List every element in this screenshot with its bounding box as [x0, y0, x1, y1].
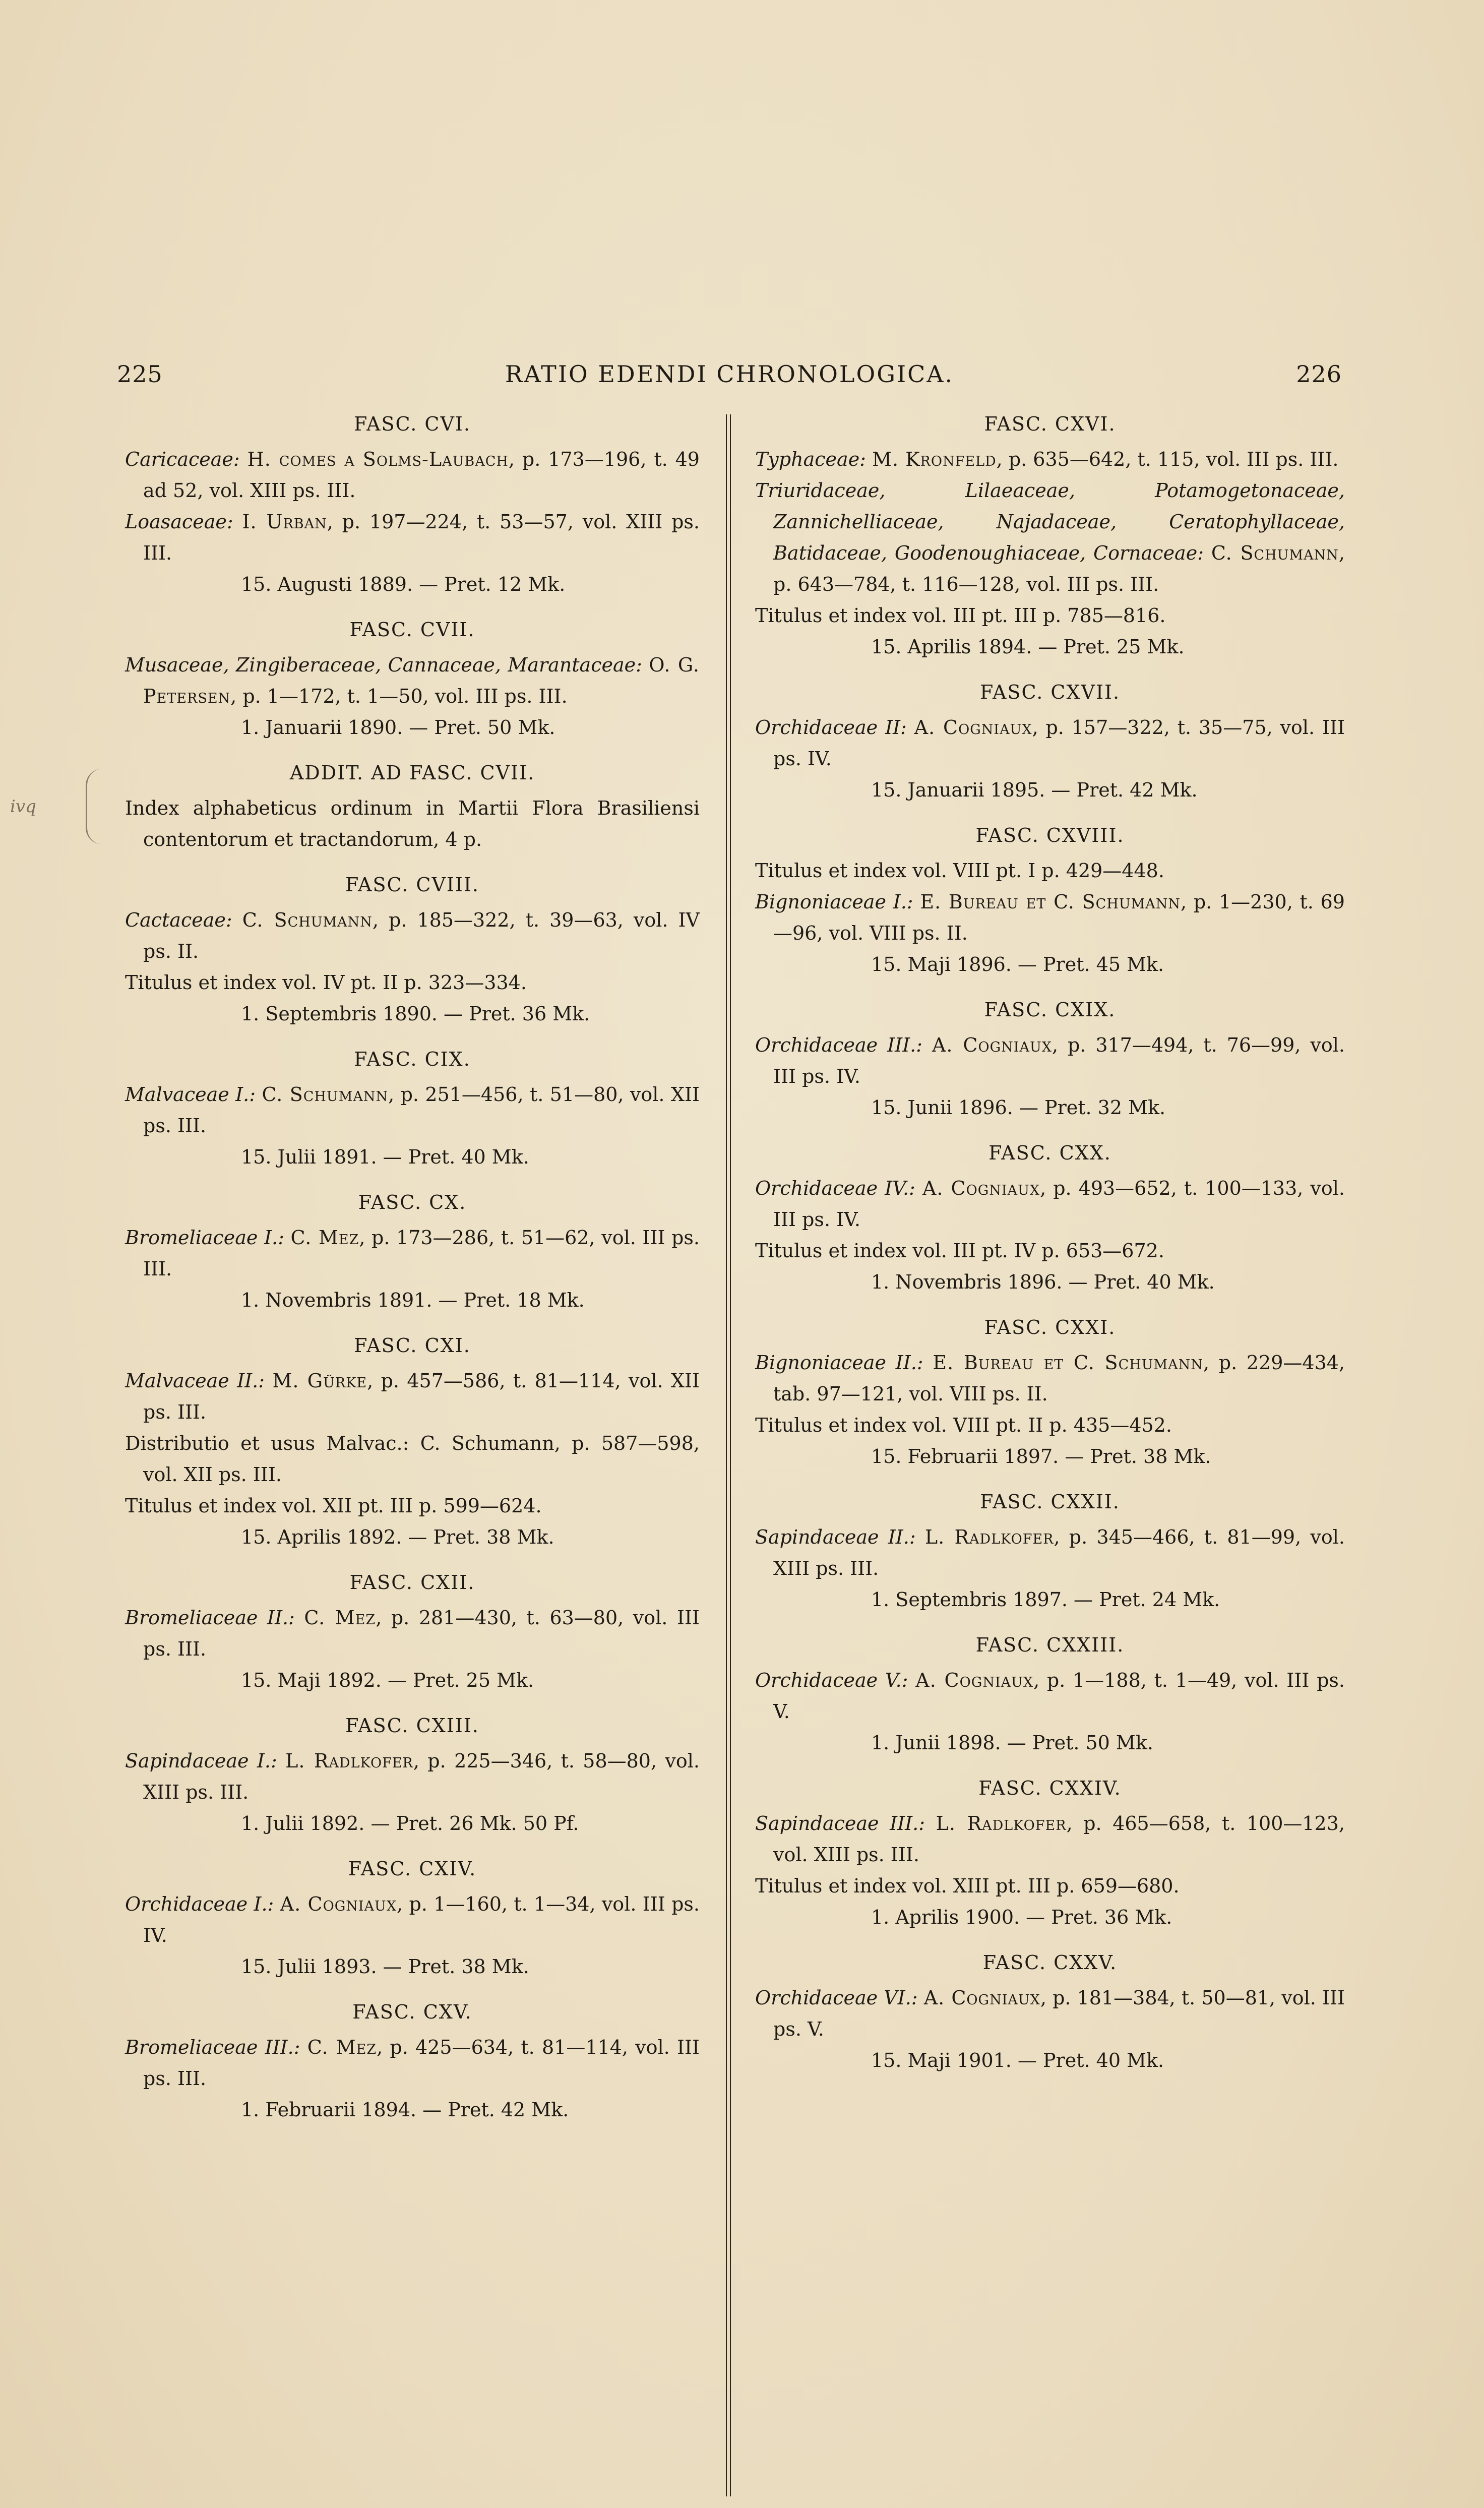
family-name: Orchidaceae III.:	[755, 1034, 922, 1056]
family-name: Orchidaceae II:	[755, 716, 907, 739]
fascicle-title: ADDIT. AD FASC. CVII.	[289, 762, 535, 784]
fascicle-title: FASC. CX.	[358, 1191, 467, 1213]
fascicle-title: FASC. CXX.	[988, 1142, 1111, 1164]
date-price: 1. Novembris 1891. — Pret. 18 Mk.	[241, 1289, 585, 1311]
entry-details: , p. 181—384, t. 50—81, vol. III ps. V.	[773, 1987, 1345, 2040]
fascicle-entry	[755, 1665, 1345, 1727]
entry-details: , p. 173—286, t. 51—62, vol. III ps. III.	[143, 1227, 700, 1280]
author-name: A. Cogniaux	[914, 716, 1032, 739]
fascicle-block	[125, 614, 700, 743]
author-name: C. Schumann	[242, 909, 373, 931]
fascicle-entry	[755, 855, 1345, 886]
fascicle-entry	[125, 649, 700, 712]
author-name: A. Cogniaux	[280, 1893, 397, 1915]
family-name: Sapindaceae I.:	[125, 1750, 277, 1772]
entry-details: , p. 251—456, t. 51—80, vol. XII ps. III.	[143, 1083, 700, 1137]
entry-details: , p. 425—634, t. 81—114, vol. III ps. III.	[143, 2036, 700, 2090]
family-name: Triuridaceae, Lilaeaceae, Potamogetonaceae, Zannichelliaceae, Najadaceae, Ceratophyllaceae, Batidaceae, Goodenoughiaceae, Cornaceae:	[755, 479, 1345, 564]
entry-details: , p. 197—224, t. 53—57, vol. XIII ps. III.	[143, 511, 700, 564]
fascicle-block	[755, 1772, 1345, 1933]
entry-details: , p. 157—322, t. 35—75, vol. III ps. IV.	[773, 716, 1345, 770]
author-name: H. comes a Solms-Laubach	[247, 448, 509, 470]
fascicle-title: FASC. CXVI.	[984, 413, 1116, 435]
family-name: Loasaceae:	[125, 511, 233, 533]
author-name: M. Kronfeld	[872, 448, 997, 470]
fascicle-block	[125, 1567, 700, 1696]
date-price: 15. Aprilis 1892. — Pret. 38 Mk.	[241, 1526, 554, 1548]
entry-details: , p. 1—230, t. 69—96, vol. VIII ps. II.	[773, 891, 1345, 944]
entry-details: , p. 225—346, t. 58—80, vol. XIII ps. III.	[143, 1750, 700, 1803]
date-price: 15. Maji 1896. — Pret. 45 Mk.	[871, 953, 1164, 975]
entry-details: , p. 1—160, t. 1—34, vol. III ps. IV.	[143, 1893, 700, 1946]
date-price: 1. Septembris 1890. — Pret. 36 Mk.	[241, 1003, 590, 1025]
family-name: Sapindaceae III.:	[755, 1812, 925, 1834]
fascicle-block	[755, 408, 1345, 662]
entry-details: , p. 185—322, t. 39—63, vol. IV ps. II.	[143, 909, 700, 962]
fascicle-block	[125, 1710, 700, 1839]
entry-details: Titulus et index vol. III pt. III p. 785—816.	[755, 604, 1166, 627]
entry-details: , p. 345—466, t. 81—99, vol. XIII ps. III.	[773, 1526, 1345, 1579]
entry-details: , p. 229—434, tab. 97—121, vol. VIII ps. II.	[773, 1352, 1345, 1405]
fascicle-title: FASC. CXI.	[354, 1334, 471, 1357]
fascicle-block	[125, 1044, 700, 1173]
author-name: O. G. Petersen	[143, 654, 700, 707]
entry-details: , p. 457—586, t. 81—114, vol. XII ps. III.	[143, 1370, 700, 1423]
page-number-left: 225	[117, 360, 163, 388]
fascicle-entry	[125, 2032, 700, 2094]
family-name: Bignoniaceae I.:	[755, 891, 913, 913]
family-name: Malvaceae II.:	[125, 1370, 265, 1392]
fascicle-entry	[755, 475, 1345, 600]
date-price: 1. Julii 1892. — Pret. 26 Mk. 50 Pf.	[241, 1812, 579, 1834]
date-price: 15. Junii 1896. — Pret. 32 Mk.	[871, 1096, 1166, 1119]
entry-details: , p. 465—658, t. 100—123, vol. XIII ps. III.	[773, 1812, 1345, 1866]
author-name: L. Radlkofer	[285, 1750, 413, 1772]
fascicle-block	[755, 1486, 1345, 1615]
fascicle-entry	[125, 904, 700, 967]
entry-details: , p. 1—188, t. 1—49, vol. III ps. V.	[773, 1669, 1345, 1723]
fascicle-entry	[125, 1079, 700, 1141]
fascicle-block	[125, 1853, 700, 1982]
family-name: Cactaceae:	[125, 909, 232, 931]
running-header	[117, 360, 1342, 401]
fascicle-title: FASC. CXVIII.	[975, 824, 1125, 846]
date-price: 15. Maji 1892. — Pret. 25 Mk.	[241, 1669, 534, 1691]
fascicle-block	[125, 1187, 700, 1316]
fascicle-title: FASC. CXIV.	[348, 1858, 477, 1880]
fascicle-entry	[125, 506, 700, 569]
author-name: E. Bureau et C. Schumann	[920, 891, 1181, 913]
author-name: C. Schumann	[1211, 542, 1339, 564]
date-price: 15. Julii 1893. — Pret. 38 Mk.	[241, 1955, 529, 1978]
fascicle-entry	[125, 1602, 700, 1665]
fascicle-entry	[125, 1888, 700, 1951]
family-name: Orchidaceae V.:	[755, 1669, 908, 1691]
fascicle-title: FASC. CXVII.	[979, 681, 1121, 703]
fascicle-title: FASC. CXIII.	[345, 1715, 479, 1737]
author-name: C. Mez	[304, 1607, 376, 1629]
margin-bracket	[86, 769, 102, 844]
author-name: C. Schumann	[262, 1083, 389, 1106]
author-name: M. Gürke	[272, 1370, 367, 1392]
fascicle-block	[755, 1629, 1345, 1758]
date-price: 15. Maji 1901. — Pret. 40 Mk.	[871, 2049, 1164, 2071]
author-name: L. Radlkofer	[936, 1812, 1067, 1834]
entry-details: , p. 317—494, t. 76—99, vol. III ps. IV.	[773, 1034, 1345, 1087]
fascicle-block	[755, 994, 1345, 1123]
page-number-right: 226	[1296, 360, 1342, 388]
fascicle-block	[755, 1137, 1345, 1298]
left-column	[125, 408, 700, 2139]
fascicle-entry	[755, 1870, 1345, 1902]
right-column	[755, 408, 1345, 2090]
date-price: 1. Novembris 1896. — Pret. 40 Mk.	[871, 1271, 1215, 1293]
entry-details: Titulus et index vol. III pt. IV p. 653—672.	[755, 1240, 1164, 1262]
fascicle-title: FASC. CXXIII.	[975, 1634, 1125, 1656]
entry-details: Titulus et index vol. VIII pt. I p. 429—448.	[755, 860, 1164, 882]
date-price: 15. Augusti 1889. — Pret. 12 Mk.	[241, 573, 566, 595]
fascicle-block	[755, 820, 1345, 980]
date-price: 15. Julii 1891. — Pret. 40 Mk.	[241, 1146, 529, 1168]
entry-details: , p. 493—652, t. 100—133, vol. III ps. IV.	[773, 1177, 1345, 1231]
fascicle-entry	[755, 1173, 1345, 1235]
entry-details: Titulus et index vol. VIII pt. II p. 435—452.	[755, 1414, 1172, 1436]
fascicle-block	[755, 677, 1345, 806]
entry-details: , p. 1—172, t. 1—50, vol. III ps. III.	[230, 685, 568, 707]
date-price: 1. Junii 1898. — Pret. 50 Mk.	[871, 1732, 1153, 1754]
running-title: RATIO EDENDI CHRONOLOGICA.	[505, 360, 954, 388]
fascicle-block	[125, 757, 700, 855]
fascicle-entry	[755, 886, 1345, 949]
fascicle-entry	[755, 1029, 1345, 1092]
fascicle-entry	[755, 1235, 1345, 1266]
fascicle-entry	[125, 1428, 700, 1490]
entry-details: Titulus et index vol. IV pt. II p. 323—334.	[125, 971, 527, 994]
author-name: A. Cogniaux	[932, 1034, 1052, 1056]
author-name: A. Cogniaux	[922, 1177, 1040, 1199]
fascicle-block	[755, 1312, 1345, 1472]
entry-details: Index alphabeticus ordinum in Martii Flora Brasiliensi contentorum et tractandorum, 4 p.	[125, 797, 700, 850]
fascicle-block	[125, 1996, 700, 2125]
author-name: L. Radlkofer	[924, 1526, 1054, 1548]
fascicle-block	[755, 1947, 1345, 2076]
entry-details: , p. 173—196, t. 49 ad 52, vol. XIII ps. III.	[143, 448, 700, 502]
fascicle-entry	[755, 600, 1345, 631]
fascicle-entry	[125, 792, 700, 855]
family-name: Orchidaceae IV.:	[755, 1177, 915, 1199]
fascicle-title: FASC. CVI.	[353, 413, 471, 435]
date-price: 1. Septembris 1897. — Pret. 24 Mk.	[871, 1588, 1220, 1611]
family-name: Bromeliaceae III.:	[125, 2036, 300, 2058]
fascicle-entry	[755, 1982, 1345, 2045]
fascicle-title: FASC. CXII.	[349, 1571, 475, 1594]
family-name: Typhaceae:	[755, 448, 866, 470]
fascicle-entry	[755, 1347, 1345, 1410]
author-name: E. Bureau et C. Schumann	[933, 1352, 1203, 1374]
date-price: 15. Februarii 1897. — Pret. 38 Mk.	[871, 1445, 1211, 1467]
date-price: 15. Aprilis 1894. — Pret. 25 Mk.	[871, 636, 1185, 658]
fascicle-title: FASC. CVIII.	[345, 874, 480, 896]
fascicle-title: FASC. CXXI.	[984, 1316, 1116, 1338]
family-name: Bignoniaceae II.:	[755, 1352, 923, 1374]
fascicle-title: FASC. CXV.	[352, 2001, 472, 2023]
author-name: C. Mez	[307, 2036, 377, 2058]
fascicle-title: FASC. CXIX.	[984, 999, 1116, 1021]
fascicle-title: FASC. CXXII.	[980, 1491, 1120, 1513]
fascicle-entry	[125, 444, 700, 506]
column-rule	[730, 414, 731, 2496]
fascicle-entry	[125, 1365, 700, 1428]
fascicle-entry	[755, 712, 1345, 774]
fascicle-block	[125, 1330, 700, 1553]
fascicle-entry	[755, 1410, 1345, 1441]
family-name: Caricaceae:	[125, 448, 240, 470]
entry-details: , p. 643—784, t. 116—128, vol. III ps. III.	[773, 542, 1345, 595]
fascicle-entry	[125, 1222, 700, 1284]
fascicle-title: FASC. CIX.	[354, 1048, 471, 1070]
fascicle-block	[125, 869, 700, 1029]
date-price: 1. Aprilis 1900. — Pret. 36 Mk.	[871, 1906, 1172, 1928]
date-price: 15. Januarii 1895. — Pret. 42 Mk.	[871, 779, 1198, 801]
fascicle-entry	[755, 444, 1345, 475]
entry-details: Titulus et index vol. XIII pt. III p. 659—680.	[755, 1875, 1180, 1897]
family-name: Sapindaceae II.:	[755, 1526, 916, 1548]
family-name: Bromeliaceae II.:	[125, 1607, 295, 1629]
author-name: C. Mez	[290, 1227, 359, 1249]
fascicle-entry	[125, 1745, 700, 1808]
author-name: A. Cogniaux	[923, 1987, 1040, 2009]
margin-annotation: ivq	[10, 797, 36, 817]
family-name: Malvaceae I.:	[125, 1083, 256, 1106]
author-name: I. Urban	[242, 511, 327, 533]
fascicle-title: FASC. CXXIV.	[978, 1777, 1122, 1799]
entry-details: Titulus et index vol. XII pt. III p. 599—624.	[125, 1495, 542, 1517]
family-name: Orchidaceae I.:	[125, 1893, 274, 1915]
family-name: Bromeliaceae I.:	[125, 1227, 284, 1249]
fascicle-title: FASC. CXXV.	[982, 1951, 1118, 1974]
fascicle-block	[125, 408, 700, 600]
family-name: Orchidaceae VI.:	[755, 1987, 918, 2009]
date-price: 1. Februarii 1894. — Pret. 42 Mk.	[241, 2099, 569, 2121]
fascicle-entry	[755, 1808, 1345, 1870]
fascicle-entry	[755, 1521, 1345, 1584]
fascicle-title: FASC. CVII.	[349, 619, 475, 641]
fascicle-entry	[125, 1490, 700, 1521]
entry-details: , p. 635—642, t. 115, vol. III ps. III.	[996, 448, 1339, 470]
family-name: Musaceae, Zingiberaceae, Cannaceae, Marantaceae:	[125, 654, 642, 676]
column-rule	[726, 414, 727, 2496]
author-name: A. Cogniaux	[915, 1669, 1034, 1691]
entry-details: , p. 281—430, t. 63—80, vol. III ps. III.	[143, 1607, 700, 1660]
entry-details: Distributio et usus Malvac.: C. Schumann, p. 587—598, vol. XII ps. III.	[125, 1432, 700, 1486]
date-price: 1. Januarii 1890. — Pret. 50 Mk.	[241, 716, 555, 739]
fascicle-entry	[125, 967, 700, 998]
